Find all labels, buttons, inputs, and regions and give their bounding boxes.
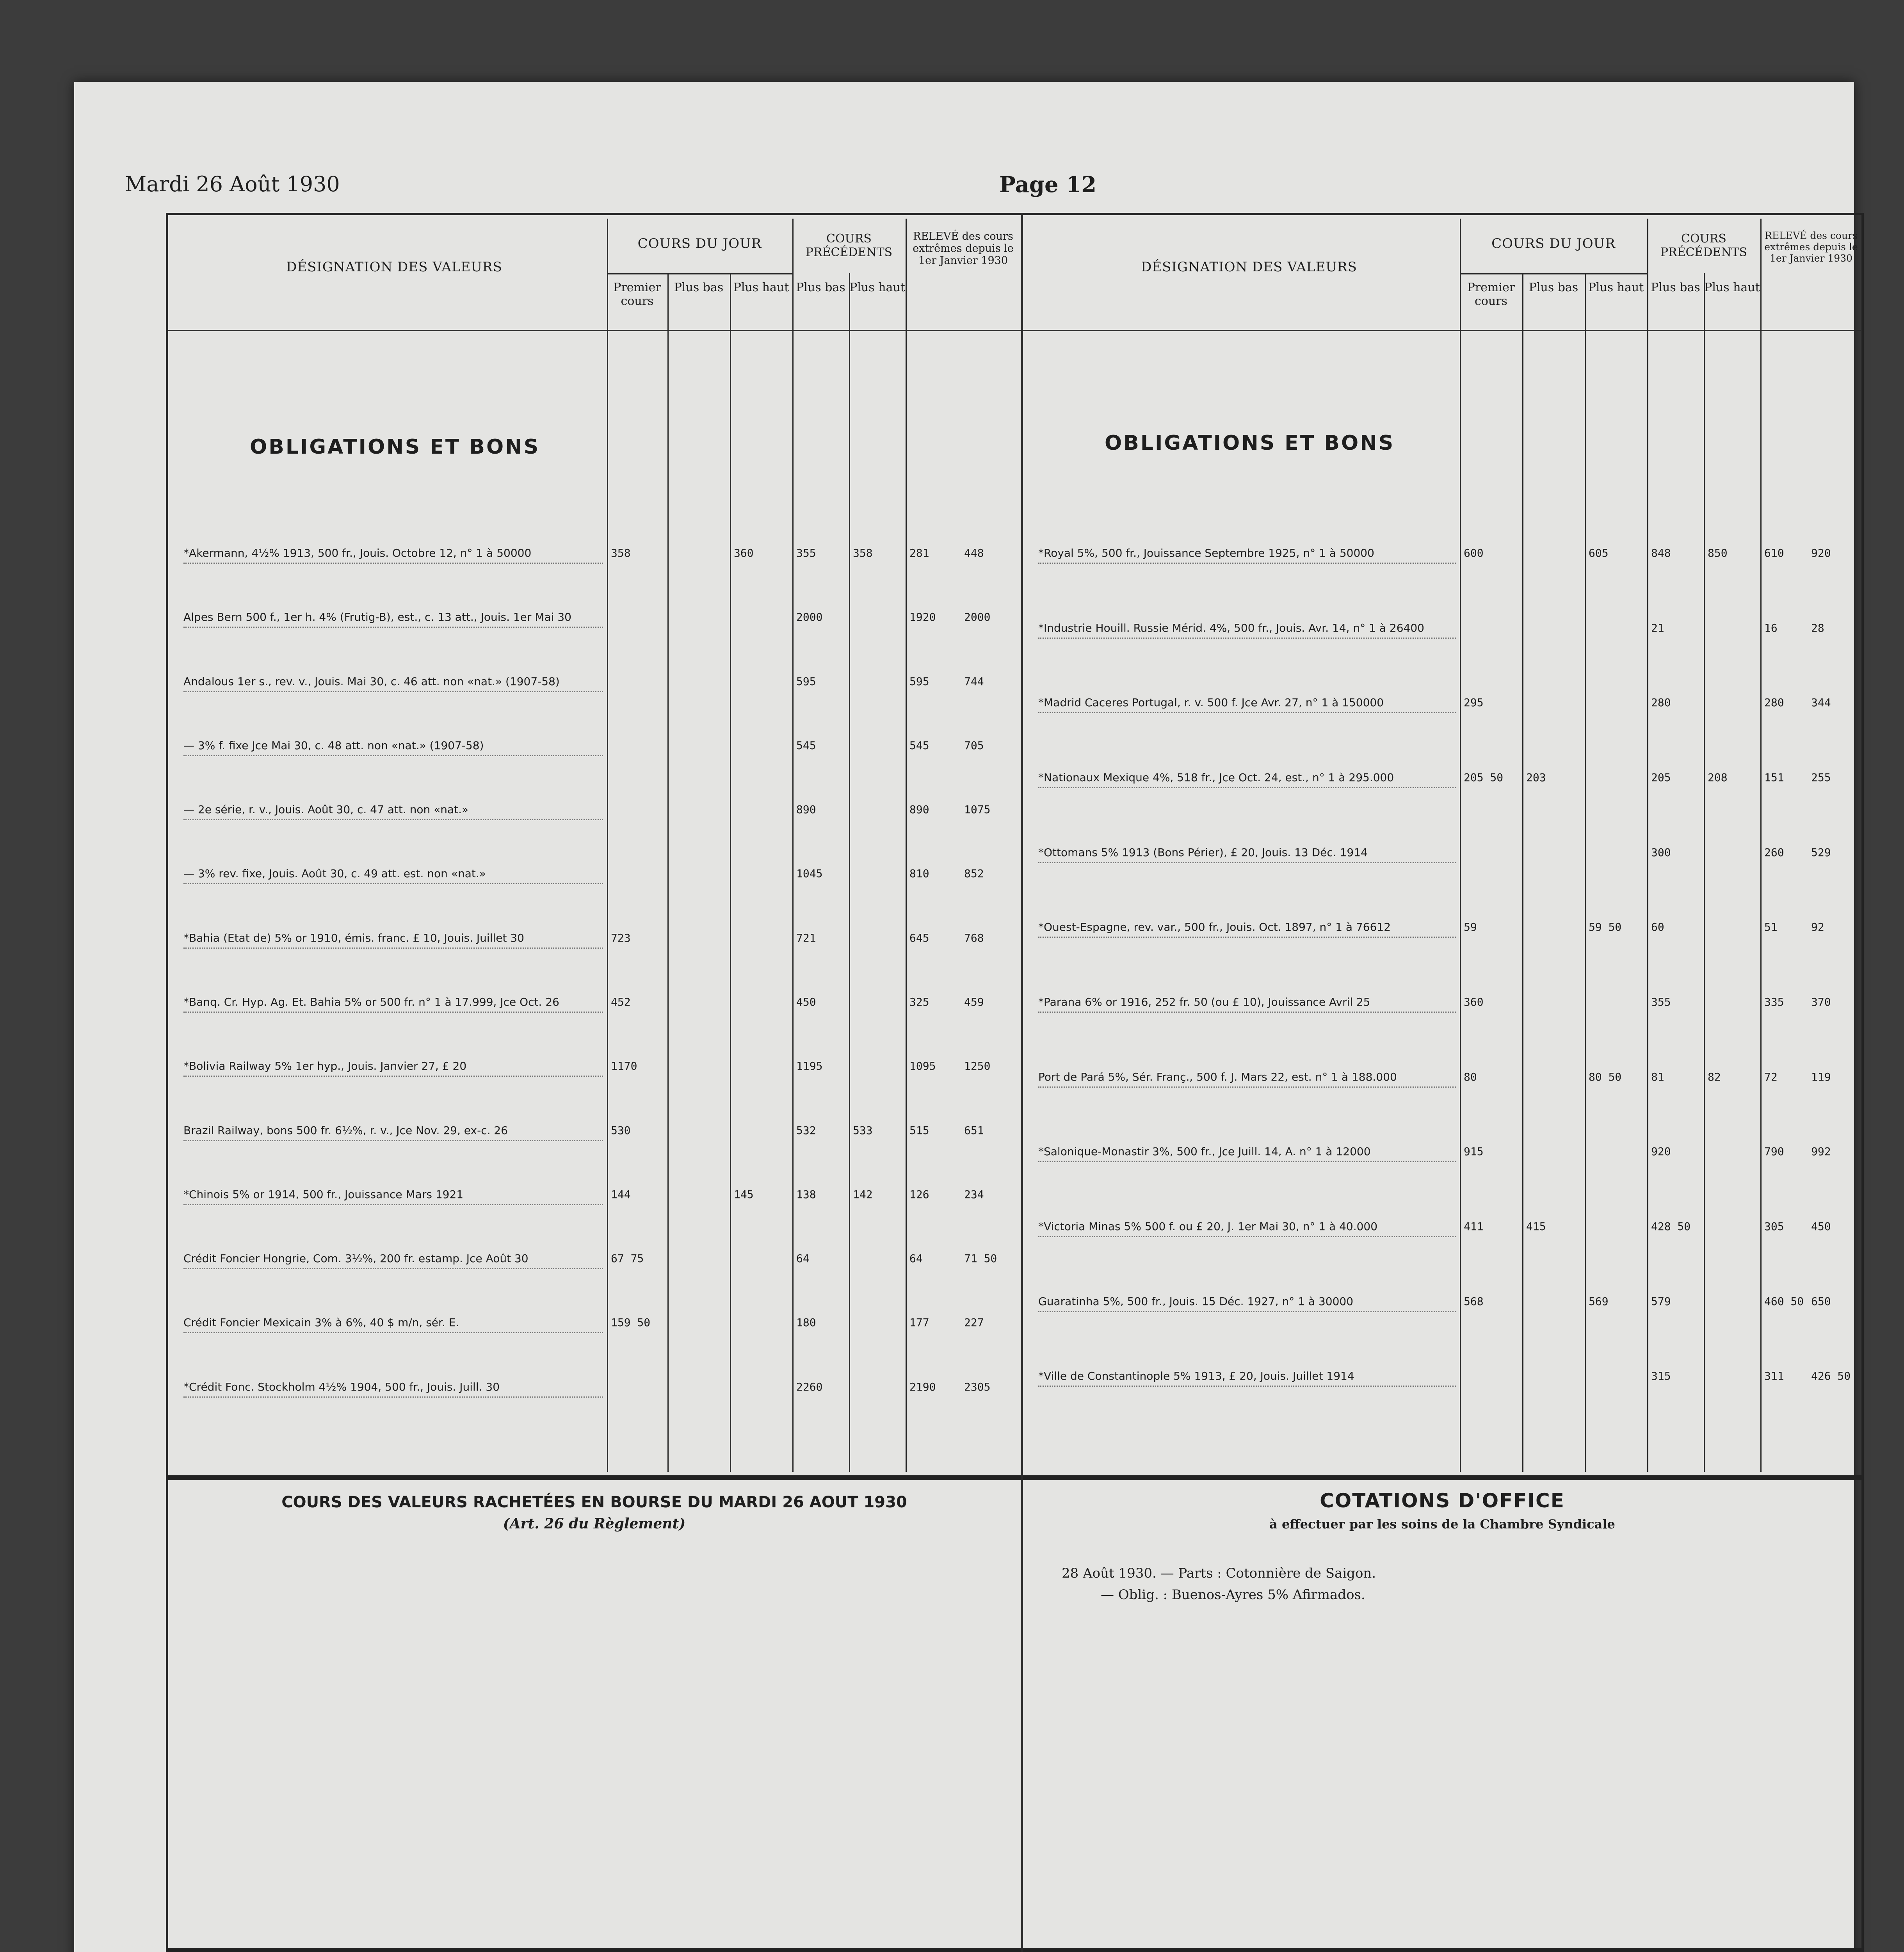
bond-rel2: 426 50 [1811, 1370, 1851, 1382]
leader-dots [1038, 1311, 1456, 1312]
cotations-title: COTATIONS D'OFFICE [1320, 1489, 1565, 1512]
middle-divider [1021, 1478, 1023, 1950]
bond-name: *Industrie Houill. Russie Mérid. 4%, 500 fr., Jouis. Avr. 14, n° 1 à 26400 [1038, 622, 1424, 634]
leader-dots [1038, 936, 1456, 938]
bond-rel2: 1250 [964, 1060, 991, 1072]
cotations-line-1: 28 Août 1930. — Parts : Cotonnière de Saigon. [1062, 1566, 1376, 1581]
bond-rel1: 126 [909, 1188, 929, 1201]
bond-prec1: 721 [796, 931, 816, 944]
col-line [1522, 273, 1523, 1472]
bond-rel1: 280 [1764, 696, 1784, 709]
bond-name: Alpes Bern 500 f., 1er h. 4% (Frutig-B), est., c. 13 att., Jouis. 1er Mai 30 [183, 611, 571, 623]
bond-rel1: 72 [1764, 1070, 1778, 1083]
header-rule [168, 330, 1862, 331]
bond-rel2: 450 [1811, 1220, 1831, 1233]
bond-prec1: 355 [796, 547, 816, 559]
leader-dots [183, 1332, 603, 1333]
bond-premier: 411 [1464, 1220, 1484, 1233]
header-prec-haut-right: Plus haut [1704, 281, 1760, 294]
bond-prec2: 533 [853, 1124, 873, 1137]
bond-name: Brazil Railway, bons 500 fr. 6½%, r. v., Jce Nov. 29, ex-c. 26 [183, 1124, 508, 1137]
rachetees-subtitle: (Art. 26 du Règlement) [503, 1516, 686, 1532]
bond-rel1: 810 [909, 867, 929, 880]
bond-name: *Chinois 5% or 1914, 500 fr., Jouissance Mars 1921 [183, 1188, 464, 1201]
col-line [1704, 273, 1705, 1472]
leader-dots [1038, 862, 1456, 863]
leader-dots [183, 562, 603, 564]
bond-haut: 145 [734, 1188, 754, 1201]
bond-bas: 203 [1526, 771, 1546, 784]
leader-dots [1038, 1086, 1456, 1088]
bond-rel2: 705 [964, 739, 984, 752]
bond-prec1: 1045 [796, 867, 823, 880]
bond-name: *Ouest-Espagne, rev. var., 500 fr., Jouis. Oct. 1897, n° 1 à 76612 [1038, 921, 1391, 933]
bond-premier: 600 [1464, 547, 1484, 559]
bond-prec2: 850 [1708, 547, 1728, 559]
bond-prec1: 579 [1651, 1295, 1671, 1308]
col-line [607, 219, 608, 1472]
bond-premier: 723 [611, 931, 631, 944]
bond-rel2: 448 [964, 547, 984, 559]
bond-rel1: 890 [909, 803, 929, 816]
bond-rel2: 234 [964, 1188, 984, 1201]
header-prec-bas: Plus bas [796, 281, 845, 294]
bond-rel2: 1075 [964, 803, 991, 816]
leader-dots [1038, 1161, 1456, 1162]
changes-divider [1021, 1950, 1023, 1952]
bond-rel1: 1095 [909, 1060, 936, 1072]
bond-prec1: 2260 [796, 1380, 823, 1393]
section-title-left: OBLIGATIONS ET BONS [250, 435, 540, 459]
bond-name: — 3% f. fixe Jce Mai 30, c. 48 att. non «nat.» (1907-58) [183, 739, 484, 752]
bond-rel2: 651 [964, 1124, 984, 1137]
bond-rel2: 744 [964, 675, 984, 688]
bond-rel2: 2305 [964, 1380, 991, 1393]
header-rule [607, 273, 792, 274]
col-line [792, 219, 794, 1472]
bond-name: — 3% rev. fixe, Jouis. Août 30, c. 49 att. est. non «nat.» [183, 867, 486, 880]
bond-rel2: 344 [1811, 696, 1831, 709]
bond-haut: 80 50 [1589, 1070, 1622, 1083]
header-prec-bas-right: Plus bas [1651, 281, 1700, 294]
bond-premier: 568 [1464, 1295, 1484, 1308]
bond-name: *Akermann, 4½% 1913, 500 fr., Jouis. Octobre 12, n° 1 à 50000 [183, 547, 532, 559]
leader-dots [183, 691, 603, 692]
bond-premier: 452 [611, 996, 631, 1008]
bond-rel1: 1920 [909, 611, 936, 623]
bond-name: *Madrid Caceres Portugal, r. v. 500 f. Jce Avr. 27, n° 1 à 150000 [1038, 696, 1384, 709]
bond-prec1: 280 [1651, 696, 1671, 709]
leader-dots [1038, 1385, 1456, 1387]
bond-prec2: 142 [853, 1188, 873, 1201]
bond-prec1: 1195 [796, 1060, 823, 1072]
bond-rel1: 645 [909, 931, 929, 944]
bond-prec1: 532 [796, 1124, 816, 1137]
header-designation-right: DÉSIGNATION DES VALEURS [1141, 259, 1357, 275]
col-line [667, 273, 669, 1472]
col-line [1585, 273, 1586, 1472]
bond-premier: 59 [1464, 921, 1477, 933]
col-line [849, 273, 850, 1472]
bond-rel2: 119 [1811, 1070, 1831, 1083]
bond-premier: 1170 [611, 1060, 637, 1072]
bond-name: *Nationaux Mexique 4%, 518 fr., Jce Oct. 24, est., n° 1 à 295.000 [1038, 771, 1394, 784]
bond-premier: 915 [1464, 1145, 1484, 1158]
header-cours-precedents: COURS PRÉCÉDENTS [805, 232, 893, 259]
leader-dots [1038, 562, 1456, 564]
header-releve: RELEVÉ des cours extrêmes depuis le 1er Janvier 1930 [913, 230, 1014, 267]
bond-premier: 67 75 [611, 1252, 644, 1265]
bond-rel2: 992 [1811, 1145, 1831, 1158]
leader-dots [183, 755, 603, 756]
page-number: Page 12 [999, 172, 1097, 198]
header-premier-right: Premier cours [1467, 281, 1515, 308]
bond-prec1: 180 [796, 1316, 816, 1329]
leader-dots [1038, 1236, 1456, 1237]
bond-haut: 605 [1589, 547, 1609, 559]
cotations-subtitle: à effectuer par les soins de la Chambre Syndicale [1269, 1517, 1615, 1532]
bond-haut: 360 [734, 547, 754, 559]
section-title-right: OBLIGATIONS ET BONS [1105, 431, 1395, 455]
bond-rel2: 2000 [964, 611, 991, 623]
leader-dots [1038, 637, 1456, 639]
bond-rel1: 515 [909, 1124, 929, 1137]
bond-name: *Victoria Minas 5% 500 f. ou £ 20, J. 1er Mai 30, n° 1 à 40.000 [1038, 1220, 1378, 1233]
bond-premier: 358 [611, 547, 631, 559]
bond-haut: 59 50 [1589, 921, 1622, 933]
bond-rel1: 311 [1764, 1370, 1784, 1382]
bond-premier: 530 [611, 1124, 631, 1137]
bond-premier: 80 [1464, 1070, 1477, 1083]
bonds-table-frame [166, 213, 1864, 1478]
header-plus-haut: Plus haut [733, 281, 789, 294]
header-prec-haut: Plus haut [849, 281, 905, 294]
bond-name: *Royal 5%, 500 fr., Jouissance Septembre 1925, n° 1 à 50000 [1038, 547, 1374, 559]
bond-rel1: 151 [1764, 771, 1784, 784]
center-divider [1021, 213, 1023, 1478]
bond-bas: 415 [1526, 1220, 1546, 1233]
bond-prec1: 920 [1651, 1145, 1671, 1158]
leader-dots [183, 626, 603, 628]
col-line [1647, 219, 1648, 1472]
bond-prec1: 315 [1651, 1370, 1671, 1382]
bond-prec1: 2000 [796, 611, 823, 623]
bond-prec1: 545 [796, 739, 816, 752]
bond-prec1: 81 [1651, 1070, 1664, 1083]
bond-rel1: 595 [909, 675, 929, 688]
bond-prec1: 60 [1651, 921, 1664, 933]
cotations-line-2: — Oblig. : Buenos-Ayres 5% Afirmados. [1101, 1587, 1365, 1603]
bond-rel2: 28 [1811, 622, 1824, 634]
leader-dots [183, 819, 603, 820]
bond-rel1: 545 [909, 739, 929, 752]
bond-prec1: 138 [796, 1188, 816, 1201]
changes-band-frame [166, 1950, 1864, 1952]
bond-name: Andalous 1er s., rev. v., Jouis. Mai 30, c. 46 att. non «nat.» (1907-58) [183, 675, 560, 688]
leader-dots [183, 1140, 603, 1141]
bond-name: *Crédit Fonc. Stockholm 4½% 1904, 500 fr., Jouis. Juill. 30 [183, 1380, 500, 1393]
bond-rel2: 459 [964, 996, 984, 1008]
bond-prec1: 300 [1651, 846, 1671, 859]
bond-premier: 159 50 [611, 1316, 651, 1329]
bond-name: *Parana 6% or 1916, 252 fr. 50 (ou £ 10), Jouissance Avril 25 [1038, 996, 1370, 1008]
middle-band-frame [166, 1478, 1864, 1950]
bond-rel2: 370 [1811, 996, 1831, 1008]
bond-rel1: 610 [1764, 547, 1784, 559]
col-line [1760, 219, 1762, 1472]
header-plus-bas: Plus bas [674, 281, 724, 294]
leader-dots [183, 1075, 603, 1077]
bond-prec1: 428 50 [1651, 1220, 1691, 1233]
page-date: Mardi 26 Août 1930 [125, 172, 340, 196]
leader-dots [183, 1204, 603, 1205]
bond-name: Crédit Foncier Hongrie, Com. 3½%, 200 fr. estamp. Jce Août 30 [183, 1252, 528, 1265]
bond-rel1: 460 50 [1764, 1295, 1804, 1308]
leader-dots [1038, 712, 1456, 713]
bond-rel1: 51 [1764, 921, 1778, 933]
bond-premier: 295 [1464, 696, 1484, 709]
leader-dots [1038, 787, 1456, 788]
bond-rel2: 852 [964, 867, 984, 880]
bond-prec1: 848 [1651, 547, 1671, 559]
bond-rel1: 335 [1764, 996, 1784, 1008]
bond-premier: 360 [1464, 996, 1484, 1008]
header-cours-precedents-right: COURS PRÉCÉDENTS [1660, 232, 1747, 259]
leader-dots [183, 1011, 603, 1013]
header-plus-haut-right: Plus haut [1588, 281, 1644, 294]
bond-rel1: 16 [1764, 622, 1778, 634]
bond-rel2: 768 [964, 931, 984, 944]
col-line [1460, 219, 1461, 1472]
bond-premier: 144 [611, 1188, 631, 1201]
bond-name: Port de Pará 5%, Sér. Franç., 500 f. J. Mars 22, est. n° 1 à 188.000 [1038, 1070, 1397, 1083]
bond-prec1: 355 [1651, 996, 1671, 1008]
bond-prec2: 208 [1708, 771, 1728, 784]
leader-dots [183, 883, 603, 884]
bond-prec1: 205 [1651, 771, 1671, 784]
bond-name: — 2e série, r. v., Jouis. Août 30, c. 47 att. non «nat.» [183, 803, 469, 816]
rachetees-title: COURS DES VALEURS RACHETÉES EN BOURSE DU MARDI 26 AOUT 1930 [281, 1493, 907, 1511]
bond-premier: 205 50 [1464, 771, 1504, 784]
bond-rel2: 71 50 [964, 1252, 997, 1265]
bond-name: *Banq. Cr. Hyp. Ag. Et. Bahia 5% or 500 fr. n° 1 à 17.999, Jce Oct. 26 [183, 996, 559, 1008]
header-designation: DÉSIGNATION DES VALEURS [286, 259, 502, 275]
bond-rel2: 920 [1811, 547, 1831, 559]
bond-rel1: 2190 [909, 1380, 936, 1393]
header-cours-du-jour: COURS DU JOUR [637, 236, 762, 251]
col-line [730, 273, 731, 1472]
bond-rel2: 227 [964, 1316, 984, 1329]
bond-rel1: 64 [909, 1252, 923, 1265]
bond-rel2: 92 [1811, 921, 1824, 933]
header-cours-du-jour-right: COURS DU JOUR [1491, 236, 1616, 251]
header-premier: Premier cours [613, 281, 661, 308]
bond-rel2: 529 [1811, 846, 1831, 859]
header-releve-right: RELEVÉ des cours extrêmes depuis le 1er Janvier 1930 [1764, 230, 1858, 264]
leader-dots [183, 1268, 603, 1269]
bond-prec2: 82 [1708, 1070, 1721, 1083]
bond-prec2: 358 [853, 547, 873, 559]
header-plus-bas-right: Plus bas [1529, 281, 1578, 294]
bond-haut: 569 [1589, 1295, 1609, 1308]
bond-rel2: 255 [1811, 771, 1831, 784]
bond-prec1: 890 [796, 803, 816, 816]
bond-rel1: 281 [909, 547, 929, 559]
leader-dots [183, 947, 603, 949]
bond-rel2: 650 [1811, 1295, 1831, 1308]
col-line [906, 219, 907, 1472]
bond-rel1: 325 [909, 996, 929, 1008]
bond-name: *Ville de Constantinople 5% 1913, £ 20, Jouis. Juillet 1914 [1038, 1370, 1354, 1382]
bond-name: *Salonique-Monastir 3%, 500 fr., Jce Juill. 14, A. n° 1 à 12000 [1038, 1145, 1371, 1158]
header-rule [1460, 273, 1647, 274]
bond-prec1: 595 [796, 675, 816, 688]
bond-rel1: 305 [1764, 1220, 1784, 1233]
leader-dots [1038, 1011, 1456, 1013]
bond-name: *Ottomans 5% 1913 (Bons Périer), £ 20, Jouis. 13 Déc. 1914 [1038, 846, 1368, 859]
bond-name: Guaratinha 5%, 500 fr., Jouis. 15 Déc. 1927, n° 1 à 30000 [1038, 1295, 1354, 1308]
bond-prec1: 64 [796, 1252, 810, 1265]
bond-name: *Bahia (Etat de) 5% or 1910, émis. franc. £ 10, Jouis. Juillet 30 [183, 931, 524, 944]
bond-rel1: 260 [1764, 846, 1784, 859]
bond-name: *Bolivia Railway 5% 1er hyp., Jouis. Janvier 27, £ 20 [183, 1060, 467, 1072]
bond-prec1: 450 [796, 996, 816, 1008]
bond-name: Crédit Foncier Mexicain 3% à 6%, 40 $ m/n, sér. E. [183, 1316, 459, 1329]
bond-rel1: 790 [1764, 1145, 1784, 1158]
bond-rel1: 177 [909, 1316, 929, 1329]
bond-prec1: 21 [1651, 622, 1664, 634]
leader-dots [183, 1396, 603, 1398]
